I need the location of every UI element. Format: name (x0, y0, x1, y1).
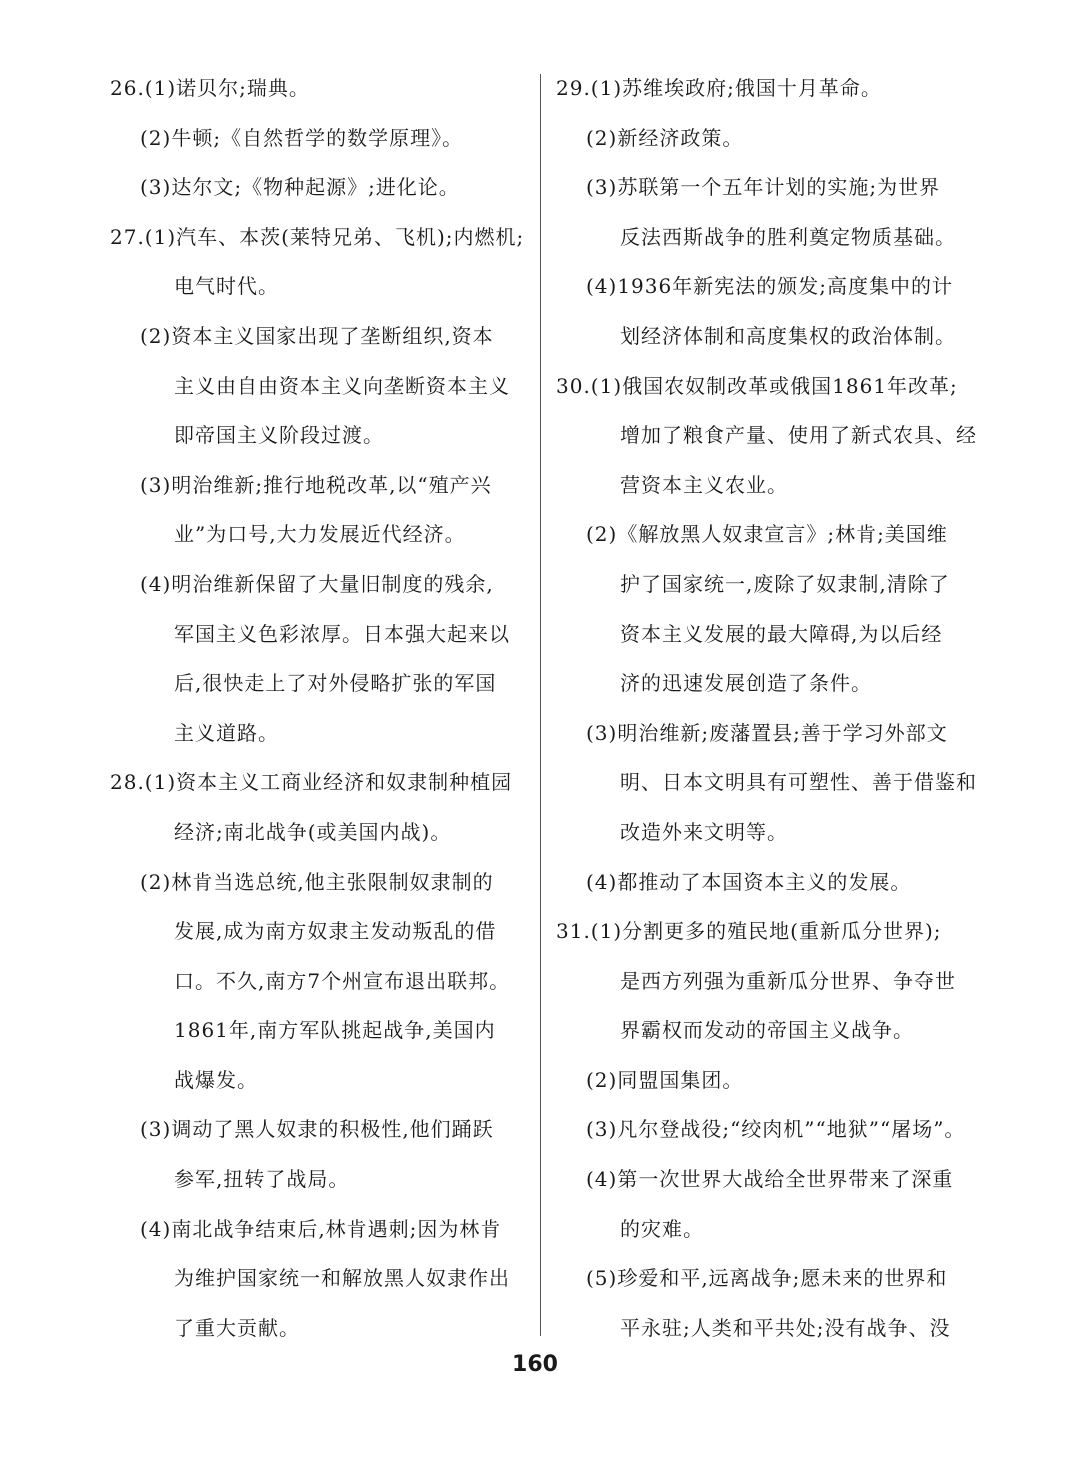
answer-line: 28.(1)资本主义工商业经济和奴隶制种植园 (110, 770, 513, 795)
answer-line: (3)达尔文;《物种起源》;进化论。 (140, 175, 460, 200)
answer-line: (2)林肯当选总统,他主张限制奴隶制的 (140, 869, 494, 894)
answer-line: 主义由自由资本主义向垄断资本主义 (174, 373, 510, 398)
column-divider (540, 74, 541, 1336)
answer-line: 参军,扭转了战局。 (174, 1167, 350, 1192)
answer-line: 经济;南北战争(或美国内战)。 (174, 819, 452, 844)
answer-line: 电气时代。 (174, 274, 279, 299)
answer-line: 界霸权而发动的帝国主义战争。 (620, 1018, 914, 1043)
answer-line: (4)第一次世界大战给全世界带来了深重 (586, 1167, 954, 1192)
answer-line: 营资本主义农业。 (620, 472, 788, 497)
answer-line: 明、日本文明具有可塑性、善于借鉴和 (620, 770, 977, 795)
answer-line: (4)明治维新保留了大量旧制度的残余, (140, 571, 494, 596)
answer-line: 军国主义色彩浓厚。日本强大起来以 (174, 621, 510, 646)
answer-line: 口。不久,南方7个州宣布退出联邦。 (174, 968, 511, 993)
answer-line: 为维护国家统一和解放黑人奴隶作出 (174, 1266, 510, 1291)
answer-line: 反法西斯战争的胜利奠定物质基础。 (620, 224, 956, 249)
answer-line: 30.(1)俄国农奴制改革或俄国1861年改革; (556, 373, 958, 398)
answer-line: (4)1936年新宪法的颁发;高度集中的计 (586, 274, 953, 299)
page-number: 160 (512, 1352, 558, 1377)
answer-line: 济的迅速发展创造了条件。 (620, 671, 872, 696)
answer-line: 31.(1)分割更多的殖民地(重新瓜分世界); (556, 919, 942, 944)
answer-line: 资本主义发展的最大障碍,为以后经 (620, 621, 943, 646)
right-column (556, 64, 976, 1353)
answer-line: (3)明治维新;废藩置县;善于学习外部文 (586, 720, 948, 745)
answer-line: 1861年,南方军队挑起战争,美国内 (174, 1018, 496, 1043)
answer-line: (4)都推动了本国资本主义的发展。 (586, 869, 912, 894)
answer-line: 后,很快走上了对外侵略扩张的军国 (174, 671, 497, 696)
answer-line: 增加了粮食产量、使用了新式农具、经 (620, 423, 977, 448)
answer-line: 主义道路。 (174, 720, 279, 745)
answer-line: (3)调动了黑人奴隶的积极性,他们踊跃 (140, 1117, 494, 1142)
answer-line: 27.(1)汽车、本茨(莱特兄弟、飞机);内燃机; (110, 224, 525, 249)
answer-line: 战爆发。 (174, 1067, 258, 1092)
answer-line: 护了国家统一,废除了奴隶制,清除了 (620, 571, 950, 596)
answer-line: 是西方列强为重新瓜分世界、争夺世 (620, 968, 956, 993)
answer-line: 的灾难。 (620, 1216, 704, 1241)
answer-line: 划经济体制和高度集权的政治体制。 (620, 323, 956, 348)
answer-line: (2)资本主义国家出现了垄断组织,资本 (140, 323, 494, 348)
answer-line: (3)凡尔登战役;“绞肉机”“地狱”“屠场”。 (586, 1117, 966, 1142)
answer-line: 即帝国主义阶段过渡。 (174, 423, 384, 448)
answer-line: (2)新经济政策。 (586, 125, 744, 150)
left-column (110, 64, 530, 1353)
answer-line: (4)南北战争结束后,林肯遇刺;因为林肯 (140, 1216, 502, 1241)
answer-line: 26.(1)诺贝尔;瑞典。 (110, 76, 310, 100)
answer-line: (5)珍爱和平,远离战争;愿未来的世界和 (586, 1266, 948, 1291)
answer-line: 改造外来文明等。 (620, 819, 788, 844)
answer-line: (2)《解放黑人奴隶宣言》;林肯;美国维 (586, 522, 948, 547)
answer-line: 29.(1)苏维埃政府;俄国十月革命。 (556, 76, 882, 100)
answer-line: 发展,成为南方奴隶主发动叛乱的借 (174, 919, 497, 944)
answer-line: 平永驻;人类和平共处;没有战争、没 (620, 1315, 951, 1340)
answer-line: 了重大贡献。 (174, 1315, 300, 1340)
answer-line: (3)明治维新;推行地税改革,以“殖产兴 (140, 472, 492, 497)
answer-line: 业”为口号,大力发展近代经济。 (174, 522, 466, 547)
answer-line: (3)苏联第一个五年计划的实施;为世界 (586, 175, 941, 200)
answer-line: (2)牛顿;《自然哲学的数学原理》。 (140, 125, 464, 150)
answer-line: (2)同盟国集团。 (586, 1067, 744, 1092)
